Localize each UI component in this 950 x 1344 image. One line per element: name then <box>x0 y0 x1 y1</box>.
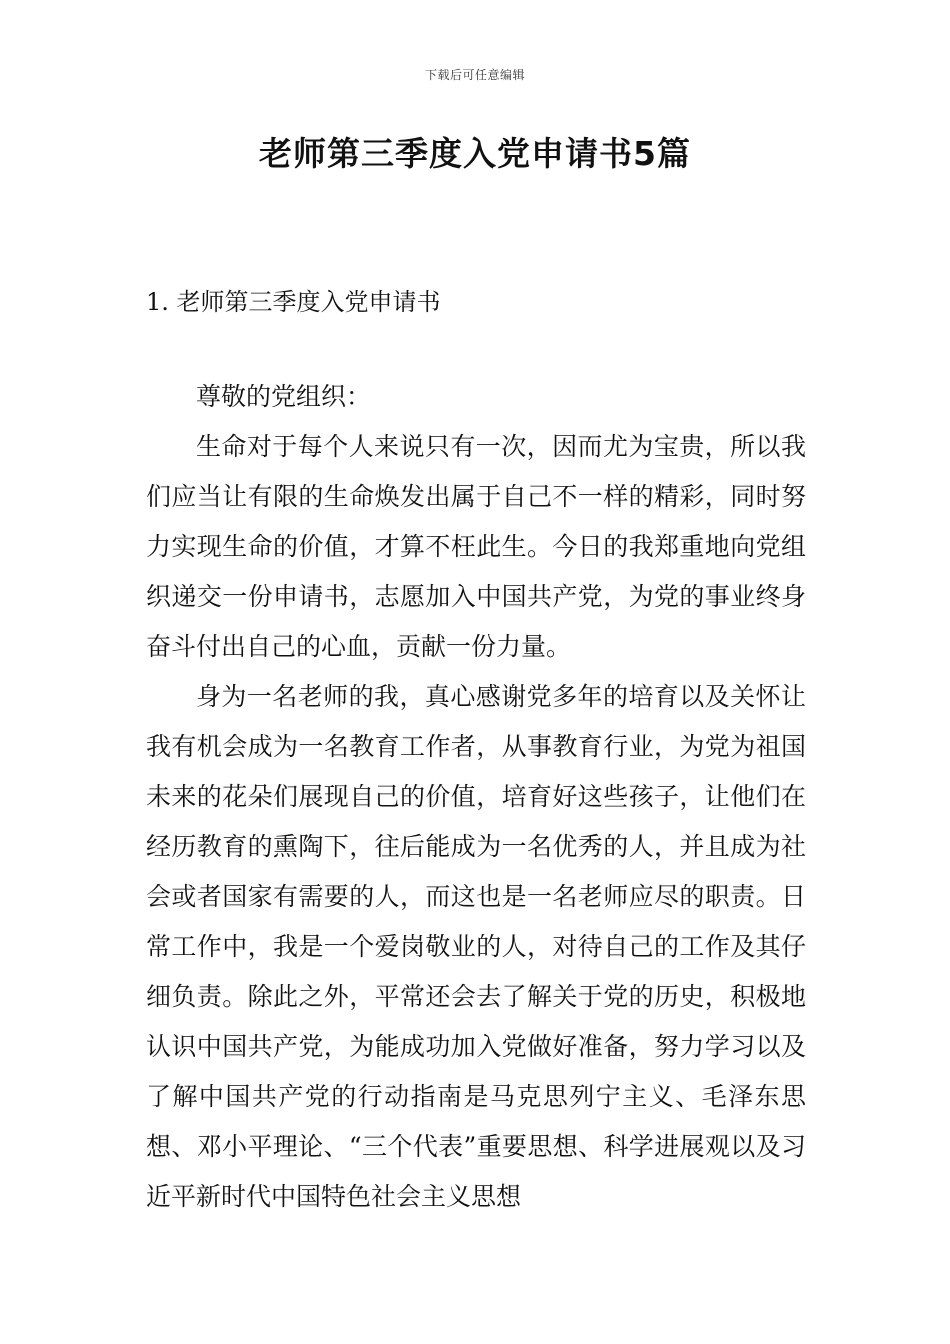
document-title: 老师第三季度入党申请书5篇 <box>259 134 691 173</box>
paragraph-1: 生命对于每个人来说只有一次，因而尤为宝贵，所以我们应当让有限的生命焕发出属于自己不一样的精彩，同时努力实现生命的价值，才算不枉此生。今日的我郑重地向党组织递交一份申请书，志愿加入中国共产党，为党的事业终身奋斗付出自己的心血，贡献一份力量。 <box>146 432 806 661</box>
salutation: 尊敬的党组织： <box>196 382 372 411</box>
section-heading: 1. 老师第三季度入党申请书 <box>146 288 441 316</box>
header-note: 下载后可任意编辑 <box>424 68 525 82</box>
paragraph-2: 身为一名老师的我，真心感谢党多年的培育以及关怀让我有机会成为一名教育工作者，从事教育行业，为党为祖国未来的花朵们展现自己的价值，培育好这些孩子，让他们在经历教育的熏陶下，往后能成为一名优秀的人，并且成为社会或者国家有需要的人，而这也是一名老师应尽的职责。日常工作中，我是一个爱岗敬业的人，对待自己的工作及其仔细负责。除此之外，平常还会去了解关于党的历史，积极地认识中国共产党，为能成功加入党做好准备，努力学习以及了解中国共产党的行动指南是马克思列宁主义、毛泽东思想、邓小平理论、“三个代表”重要思想、科学进展观以及习近平新时代中国特色社会主义思想 <box>146 682 806 1211</box>
letter-body <box>146 372 806 1222</box>
